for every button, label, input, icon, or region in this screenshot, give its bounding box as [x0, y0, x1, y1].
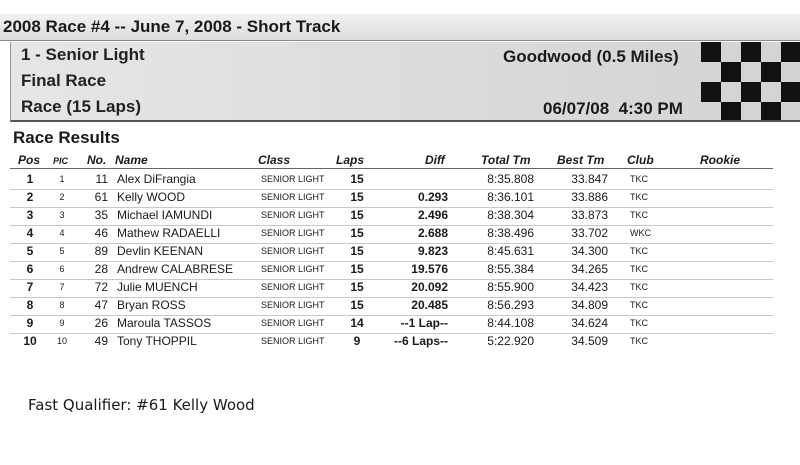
cell-best: 34.509 [571, 334, 608, 348]
col-rookie: Rookie [700, 153, 741, 167]
cell-laps: 15 [350, 208, 364, 222]
cell-laps: 15 [350, 298, 364, 312]
cell-pos: 1 [26, 172, 34, 186]
cell-name: Alex DiFrangia [117, 172, 196, 186]
cell-club: TKC [630, 246, 648, 256]
cell-class: SENIOR LIGHT [261, 318, 325, 328]
cell-total: 8:55.384 [487, 262, 534, 276]
cell-pos: 5 [26, 244, 34, 258]
cell-no: 28 [94, 262, 108, 276]
cell-diff: 19.576 [411, 262, 448, 276]
cell-total: 8:35.808 [487, 172, 534, 186]
cell-name: Tony THOPPIL [117, 334, 197, 348]
fast-qualifier: Fast Qualifier: #61 Kelly Wood [28, 396, 255, 414]
col-diff: Diff [425, 153, 445, 167]
cell-class: SENIOR LIGHT [261, 246, 325, 256]
section-title: Race Results [13, 128, 120, 147]
cell-no: 11 [95, 172, 108, 186]
table-row [0, 208, 800, 226]
table-row [0, 190, 800, 208]
cell-pic: 7 [59, 282, 65, 292]
cell-laps: 14 [350, 316, 364, 330]
cell-no: 26 [94, 316, 108, 330]
cell-diff: 20.485 [411, 298, 448, 312]
cell-name: Kelly WOOD [117, 190, 186, 204]
race-class: 1 - Senior Light [21, 45, 145, 64]
cell-no: 49 [94, 334, 108, 348]
cell-best: 34.423 [571, 280, 608, 294]
cell-laps: 15 [350, 244, 364, 258]
cell-pos: 6 [26, 262, 34, 276]
cell-laps: 9 [353, 334, 361, 348]
cell-pos: 10 [23, 334, 37, 348]
table-row [0, 226, 800, 244]
table-row [0, 172, 800, 190]
cell-best: 34.624 [571, 316, 608, 330]
cell-club: TKC [630, 336, 648, 346]
cell-laps: 15 [350, 190, 364, 204]
col-no: No. [87, 153, 107, 167]
cell-total: 8:56.293 [487, 298, 534, 312]
cell-pos: 4 [26, 226, 34, 240]
cell-laps: 15 [350, 262, 364, 276]
cell-pic: 4 [59, 228, 65, 238]
cell-class: SENIOR LIGHT [261, 264, 325, 274]
cell-total: 5:22.920 [487, 334, 534, 348]
cell-best: 34.265 [571, 262, 608, 276]
cell-best: 33.873 [571, 208, 608, 222]
race-header [10, 42, 800, 122]
cell-class: SENIOR LIGHT [261, 210, 325, 220]
cell-class: SENIOR LIGHT [261, 300, 325, 310]
table-row [0, 262, 800, 280]
cell-name: Michael IAMUNDI [117, 208, 213, 222]
cell-laps: 15 [350, 226, 364, 240]
cell-club: TKC [630, 318, 648, 328]
cell-name: Maroula TASSOS [117, 316, 212, 330]
cell-diff: 0.293 [417, 190, 448, 204]
checkered-flag-icon [701, 42, 800, 120]
cell-class: SENIOR LIGHT [261, 336, 325, 346]
cell-total: 8:38.496 [487, 226, 534, 240]
cell-total: 8:38.304 [487, 208, 534, 222]
cell-pos: 2 [26, 190, 34, 204]
cell-no: 61 [94, 190, 108, 204]
cell-club: TKC [630, 192, 648, 202]
cell-total: 8:36.101 [487, 190, 534, 204]
cell-pic: 6 [59, 264, 65, 274]
table-row [0, 298, 800, 316]
cell-club: TKC [630, 174, 648, 184]
cell-best: 34.809 [571, 298, 608, 312]
cell-best: 33.886 [571, 190, 608, 204]
table-row [0, 244, 800, 262]
race-title: 2008 Race #4 -- June 7, 2008 - Short Track [3, 17, 341, 36]
race-time: 4:30 PM [618, 99, 683, 118]
cell-no: 89 [94, 244, 108, 258]
col-class: Class [258, 153, 291, 167]
race-datetime [543, 99, 683, 119]
col-pic: PIC [53, 156, 69, 166]
cell-pos: 8 [26, 298, 34, 312]
cell-best: 33.847 [571, 172, 608, 186]
cell-pic: 2 [59, 192, 65, 202]
cell-club: TKC [630, 264, 648, 274]
cell-total: 8:55.900 [487, 280, 534, 294]
cell-diff: --1 Lap-- [400, 316, 448, 330]
cell-diff: 9.823 [417, 244, 448, 258]
cell-diff: 2.496 [417, 208, 448, 222]
table-row [0, 334, 800, 352]
cell-pos: 3 [26, 208, 34, 222]
cell-best: 34.300 [571, 244, 608, 258]
cell-pos: 9 [26, 316, 34, 330]
cell-pic: 10 [56, 336, 67, 346]
cell-class: SENIOR LIGHT [261, 228, 325, 238]
cell-pic: 1 [59, 174, 65, 184]
table-row [0, 316, 800, 334]
cell-club: TKC [630, 210, 648, 220]
cell-class: SENIOR LIGHT [261, 282, 325, 292]
cell-laps: 15 [350, 172, 364, 186]
cell-pic: 3 [59, 210, 65, 220]
col-total: Total Tm [481, 153, 531, 167]
cell-no: 46 [94, 226, 108, 240]
cell-name: Andrew CALABRESE [117, 262, 234, 276]
race-laps: Race (15 Laps) [21, 97, 141, 116]
cell-pic: 9 [59, 318, 65, 328]
cell-class: SENIOR LIGHT [261, 192, 325, 202]
cell-no: 72 [94, 280, 108, 294]
cell-diff: 20.092 [411, 280, 448, 294]
cell-name: Mathew RADAELLI [117, 226, 221, 240]
table-row [0, 280, 800, 298]
cell-club: WKC [630, 228, 651, 238]
cell-club: TKC [630, 300, 648, 310]
cell-name: Julie MUENCH [117, 280, 198, 294]
race-date: 06/07/08 [543, 99, 610, 118]
cell-no: 35 [94, 208, 108, 222]
cell-pic: 5 [59, 246, 65, 256]
cell-best: 33.702 [571, 226, 608, 240]
track-name: Goodwood (0.5 Miles) [503, 47, 679, 66]
cell-name: Devlin KEENAN [117, 244, 204, 258]
cell-name: Bryan ROSS [117, 298, 186, 312]
cell-total: 8:45.631 [487, 244, 534, 258]
col-pos: Pos [18, 153, 41, 167]
race-type: Final Race [21, 71, 107, 90]
cell-diff: --6 Laps-- [394, 334, 448, 348]
cell-laps: 15 [350, 280, 364, 294]
title-bar [0, 14, 800, 41]
cell-class: SENIOR LIGHT [261, 174, 325, 184]
col-best: Best Tm [557, 153, 605, 167]
cell-no: 47 [94, 298, 108, 312]
cell-pic: 8 [59, 300, 65, 310]
cell-club: TKC [630, 282, 648, 292]
cell-total: 8:44.108 [487, 316, 534, 330]
header-divider [10, 168, 773, 169]
col-name: Name [115, 153, 148, 167]
col-laps: Laps [336, 153, 365, 167]
cell-diff: 2.688 [417, 226, 448, 240]
cell-pos: 7 [26, 280, 34, 294]
col-club: Club [627, 153, 654, 167]
